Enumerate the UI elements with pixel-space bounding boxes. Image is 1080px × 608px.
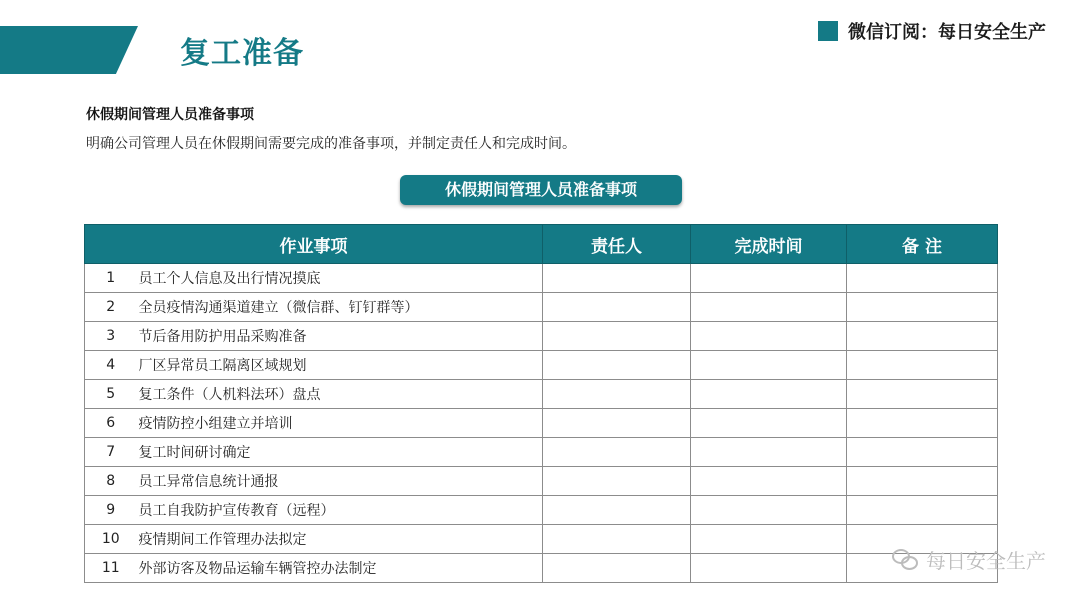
row-number: 9 [85,496,137,525]
row-owner [543,351,691,380]
row-number: 6 [85,409,137,438]
row-owner [543,322,691,351]
header-note: 备 注 [847,225,998,264]
row-number: 11 [85,554,137,583]
row-note [847,380,998,409]
row-task: 员工异常信息统计通报 [137,467,543,496]
row-task: 节后备用防护用品采购准备 [137,322,543,351]
section-title: 休假期间管理人员准备事项 [86,107,254,123]
table-row [85,554,998,583]
watermark [892,545,1046,574]
row-time [691,554,847,583]
table-row [85,409,998,438]
row-task: 厂区异常员工隔离区域规划 [137,351,543,380]
row-note [847,322,998,351]
row-time [691,322,847,351]
row-time [691,409,847,438]
tasks-table [84,224,998,583]
row-note [847,409,998,438]
row-owner [543,380,691,409]
row-owner [543,467,691,496]
row-number: 1 [85,264,137,293]
table-row [85,525,998,554]
row-time [691,264,847,293]
row-time [691,351,847,380]
row-note [847,438,998,467]
header-accent-band [0,26,138,74]
watermark-text: 每日安全生产 [926,549,1046,573]
row-task: 复工条件（人机料法环）盘点 [137,380,543,409]
row-number: 3 [85,322,137,351]
row-task: 疫情期间工作管理办法拟定 [137,525,543,554]
header-task: 作业事项 [85,225,543,264]
brand-subscription [818,18,1046,44]
row-task: 外部访客及物品运输车辆管控办法制定 [137,554,543,583]
table-header-row [85,225,998,264]
row-task: 员工自我防护宣传教育（远程） [137,496,543,525]
row-owner [543,264,691,293]
table-row [85,351,998,380]
brand-text: 微信订阅：每日安全生产 [848,22,1046,43]
row-owner [543,554,691,583]
row-note [847,496,998,525]
row-time [691,496,847,525]
row-task: 疫情防控小组建立并培训 [137,409,543,438]
row-time [691,438,847,467]
brand-square-icon [818,21,838,41]
row-number: 4 [85,351,137,380]
wechat-icon [892,549,918,571]
row-note [847,351,998,380]
row-owner [543,293,691,322]
row-task: 复工时间研讨确定 [137,438,543,467]
row-number: 5 [85,380,137,409]
row-number: 8 [85,467,137,496]
header-time: 完成时间 [691,225,847,264]
section-description: 明确公司管理人员在休假期间需要完成的准备事项，并制定责任人和完成时间。 [86,136,576,152]
row-task: 员工个人信息及出行情况摸底 [137,264,543,293]
row-owner [543,525,691,554]
row-number: 2 [85,293,137,322]
row-number: 7 [85,438,137,467]
row-note [847,467,998,496]
row-note [847,264,998,293]
row-task: 全员疫情沟通渠道建立（微信群、钉钉群等） [137,293,543,322]
table-row [85,293,998,322]
row-time [691,380,847,409]
table-title-badge: 休假期间管理人员准备事项 [400,175,682,205]
row-number: 10 [85,525,137,554]
header-owner: 责任人 [543,225,691,264]
page-title: 复工准备 [180,36,304,71]
row-owner [543,496,691,525]
table-row [85,467,998,496]
row-owner [543,409,691,438]
table-row [85,322,998,351]
table-row [85,438,998,467]
table-row [85,496,998,525]
row-time [691,293,847,322]
row-note [847,293,998,322]
table-row [85,380,998,409]
row-time [691,467,847,496]
table-row [85,264,998,293]
row-owner [543,438,691,467]
row-time [691,525,847,554]
